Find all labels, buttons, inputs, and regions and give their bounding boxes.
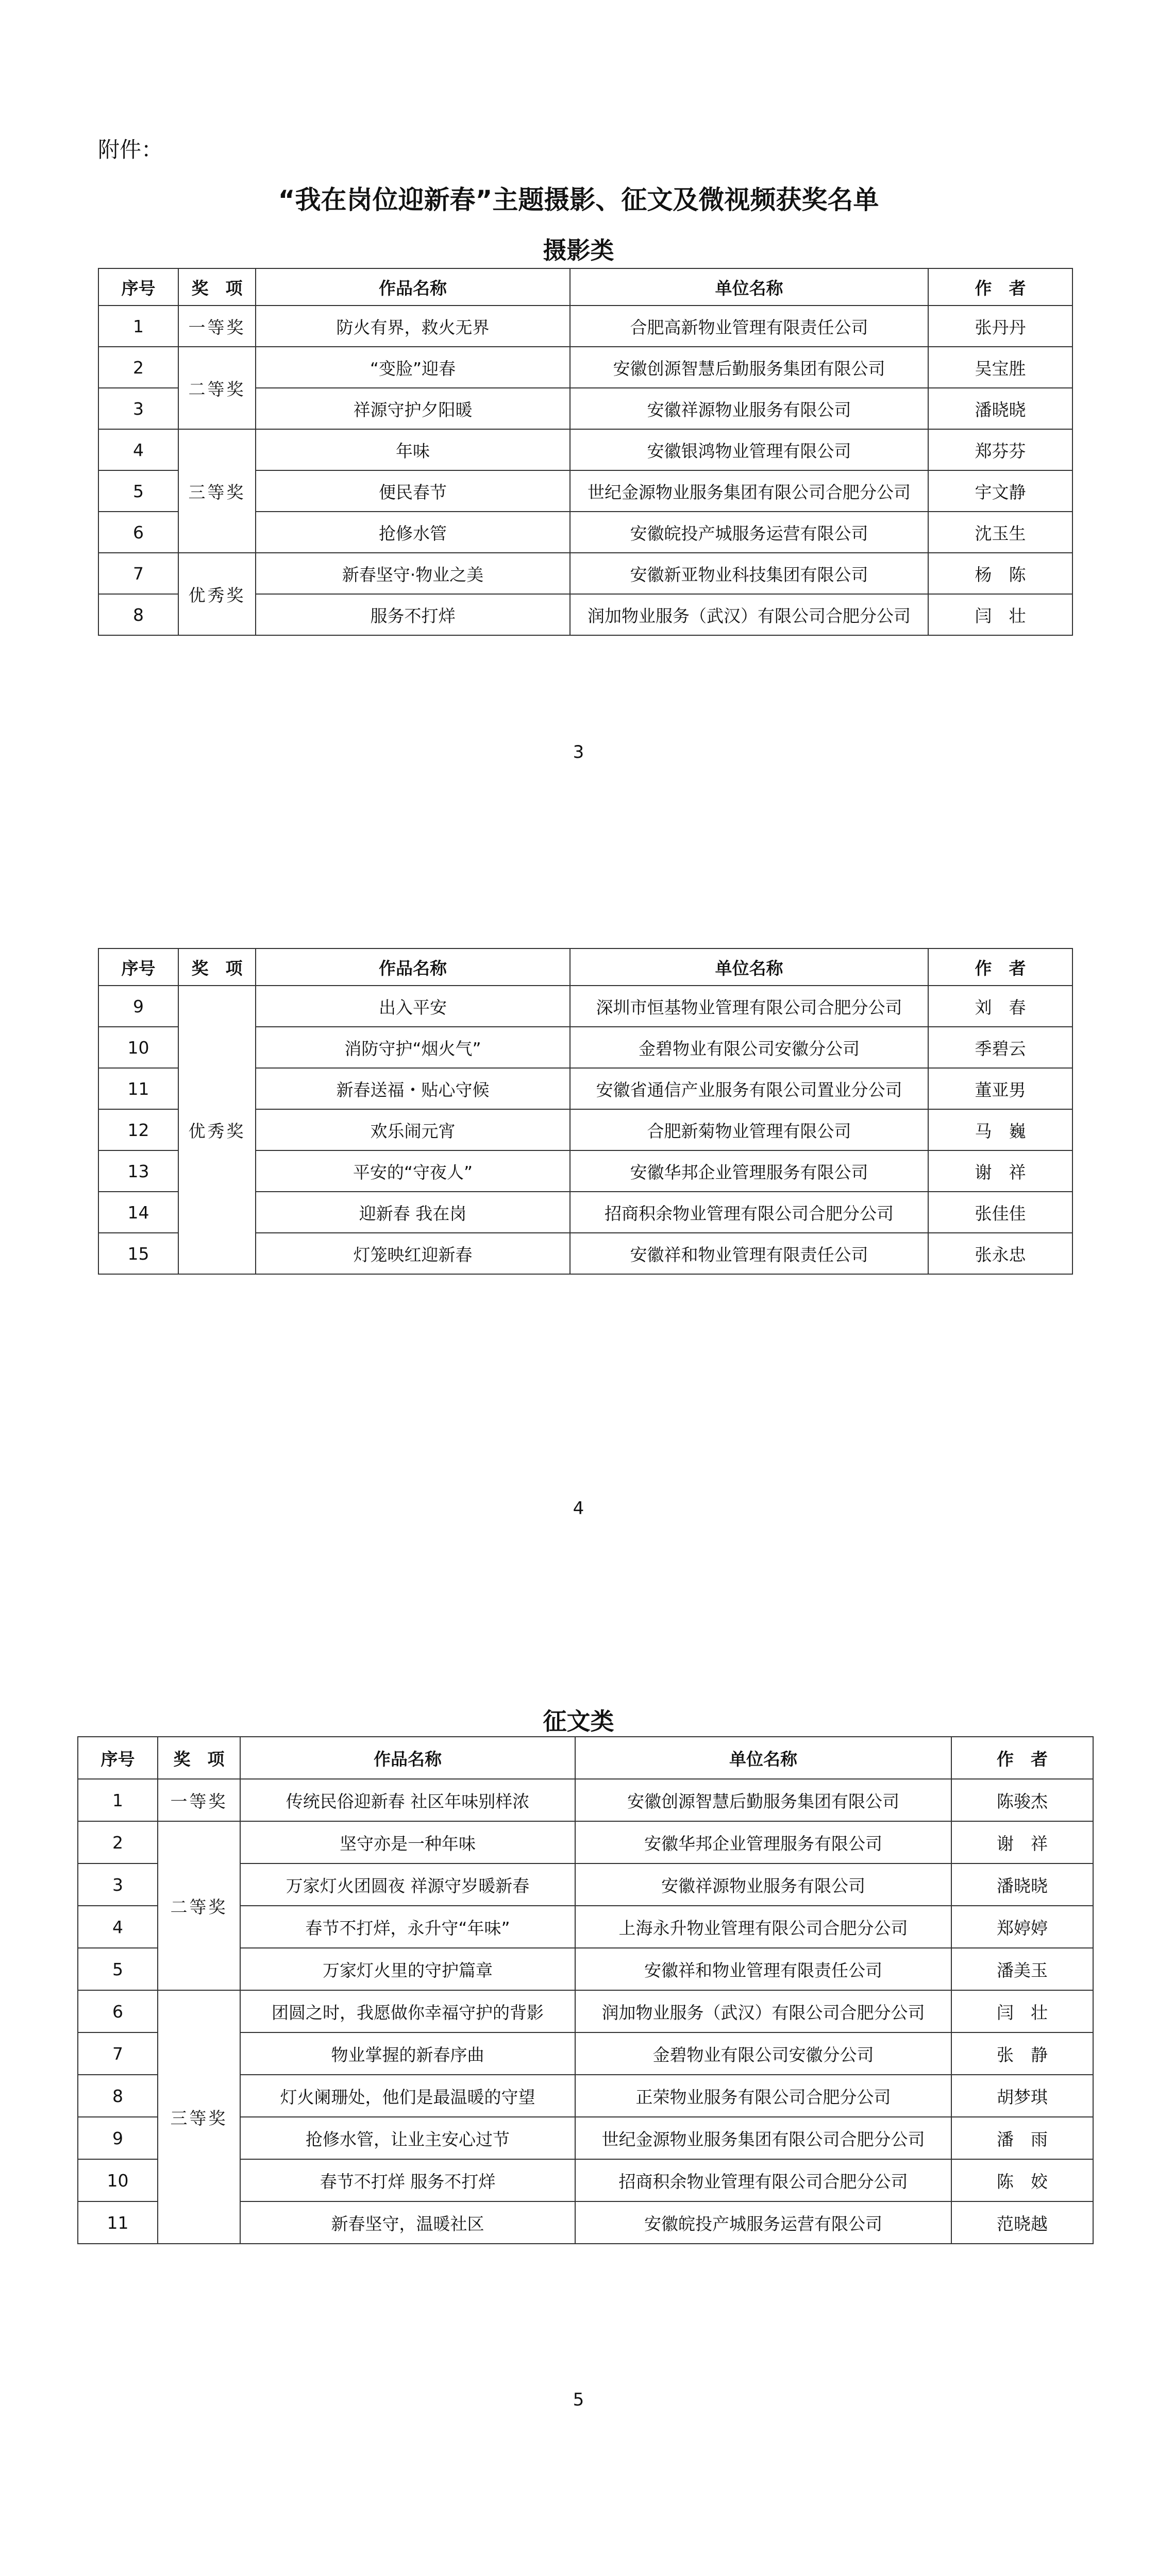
essay-section-title: 征文类 [543,1707,614,1735]
row-number: 7 [78,2032,158,2075]
photo-table [98,948,1073,1275]
award-level: 二等奖 [178,347,256,429]
photo-table-1 [98,268,1073,636]
table-row [78,1821,1093,1863]
header-unit: 单位名称 [570,948,928,986]
work-title: 新春坚守，温暖社区 [240,2201,575,2244]
unit-name: 安徽皖投产城服务运营有限公司 [570,512,928,553]
header-no: 序号 [98,268,178,306]
author-name: 张丹丹 [928,306,1072,347]
author-name: 谢 祥 [928,1150,1072,1192]
author-name: 潘美玉 [951,1948,1093,1990]
work-title: 春节不打烊，永升守“年味” [240,1906,575,1948]
work-title: 出入平安 [256,986,570,1027]
author-name: 闫 壮 [928,594,1072,635]
unit-name: 世纪金源物业服务集团有限公司合肥分公司 [575,2117,951,2159]
row-number: 14 [98,1192,178,1233]
author-name: 沈玉生 [928,512,1072,553]
author-name: 张永忠 [928,1233,1072,1274]
row-number: 7 [98,553,178,594]
author-name: 潘晓晓 [928,388,1072,429]
essay-table [77,1736,1094,2244]
table-row [98,986,1072,1027]
award-level: 一等奖 [158,1779,240,1821]
unit-name: 润加物业服务（武汉）有限公司合肥分公司 [575,1990,951,2032]
header-award: 奖 项 [178,268,256,306]
essay-table-1 [77,1736,1094,2244]
row-number: 8 [78,2075,158,2117]
author-name: 陈骏杰 [951,1779,1093,1821]
author-name: 郑婷婷 [951,1906,1093,1948]
work-title: 消防守护“烟火气” [256,1027,570,1068]
author-name: 宇文静 [928,470,1072,512]
unit-name: 安徽祥源物业服务有限公司 [570,388,928,429]
row-number: 1 [78,1779,158,1821]
row-number: 6 [98,512,178,553]
unit-name: 金碧物业有限公司安徽分公司 [570,1027,928,1068]
row-number: 11 [98,1068,178,1109]
header-award: 奖 项 [178,948,256,986]
header-author: 作 者 [951,1737,1093,1779]
row-number: 3 [78,1863,158,1906]
author-name: 吴宝胜 [928,347,1072,388]
header-row [98,268,1072,306]
unit-name: 招商积余物业管理有限公司合肥分公司 [570,1192,928,1233]
photo-table [98,268,1073,636]
award-level: 一等奖 [178,306,256,347]
unit-name: 安徽祥和物业管理有限责任公司 [575,1948,951,1990]
work-title: 便民春节 [256,470,570,512]
work-title: 春节不打烊 服务不打烊 [240,2159,575,2201]
row-number: 15 [98,1233,178,1274]
author-name: 陈 姣 [951,2159,1093,2201]
unit-name: 招商积余物业管理有限公司合肥分公司 [575,2159,951,2201]
author-name: 张 静 [951,2032,1093,2075]
row-number: 1 [98,306,178,347]
work-title: 物业掌握的新春序曲 [240,2032,575,2075]
work-title: 新春坚守·物业之美 [256,553,570,594]
author-name: 刘 春 [928,986,1072,1027]
unit-name: 安徽银鸿物业管理有限公司 [570,429,928,470]
row-number: 13 [98,1150,178,1192]
author-name: 闫 壮 [951,1990,1093,2032]
work-title: 祥源守护夕阳暖 [256,388,570,429]
author-name: 胡梦琪 [951,2075,1093,2117]
work-title: 迎新春 我在岗 [256,1192,570,1233]
author-name: 马 巍 [928,1109,1072,1150]
work-title: 新春送福・贴心守候 [256,1068,570,1109]
author-name: 郑芬芬 [928,429,1072,470]
author-name: 范晓越 [951,2201,1093,2244]
row-number: 5 [98,470,178,512]
row-number: 12 [98,1109,178,1150]
unit-name: 金碧物业有限公司安徽分公司 [575,2032,951,2075]
work-title: 传统民俗迎新春 社区年味别样浓 [240,1779,575,1821]
author-name: 张佳佳 [928,1192,1072,1233]
row-number: 6 [78,1990,158,2032]
work-title: 欢乐闹元宵 [256,1109,570,1150]
header-no: 序号 [98,948,178,986]
work-title: 抢修水管 [256,512,570,553]
unit-name: 安徽省通信产业服务有限公司置业分公司 [570,1068,928,1109]
author-name: 董亚男 [928,1068,1072,1109]
author-name: 潘晓晓 [951,1863,1093,1906]
row-number: 4 [98,429,178,470]
header-no: 序号 [78,1737,158,1779]
row-number: 2 [78,1821,158,1863]
unit-name: 深圳市恒基物业管理有限公司合肥分公司 [570,986,928,1027]
work-title: 服务不打烊 [256,594,570,635]
work-title: “变脸”迎春 [256,347,570,388]
page-number: 4 [573,1498,584,1519]
header-author: 作 者 [928,268,1072,306]
header-award: 奖 项 [158,1737,240,1779]
row-number: 5 [78,1948,158,1990]
work-title: 防火有界，救火无界 [256,306,570,347]
award-level: 二等奖 [158,1821,240,1990]
row-number: 10 [98,1027,178,1068]
header-row [98,948,1072,986]
unit-name: 合肥高新物业管理有限责任公司 [570,306,928,347]
row-number: 9 [98,986,178,1027]
row-number: 3 [98,388,178,429]
work-title: 团圆之时，我愿做你幸福守护的背影 [240,1990,575,2032]
award-level: 三等奖 [178,429,256,553]
table-row [98,553,1072,594]
photo-table-2 [98,948,1073,1275]
page-number: 5 [573,2389,584,2410]
table-row [98,429,1072,470]
header-unit: 单位名称 [570,268,928,306]
unit-name: 合肥新菊物业管理有限公司 [570,1109,928,1150]
unit-name: 安徽皖投产城服务运营有限公司 [575,2201,951,2244]
work-title: 抢修水管，让业主安心过节 [240,2117,575,2159]
header-unit: 单位名称 [575,1737,951,1779]
work-title: 万家灯火里的守护篇章 [240,1948,575,1990]
attachment-label: 附件： [98,137,163,162]
work-title: 灯笼映红迎新春 [256,1233,570,1274]
main-title: “我在岗位迎新春”主题摄影、征文及微视频获奖名单 [278,185,879,215]
row-number: 4 [78,1906,158,1948]
row-number: 10 [78,2159,158,2201]
header-work: 作品名称 [256,948,570,986]
author-name: 季碧云 [928,1027,1072,1068]
author-name: 杨 陈 [928,553,1072,594]
unit-name: 安徽创源智慧后勤服务集团有限公司 [575,1779,951,1821]
table-row [98,347,1072,388]
row-number: 11 [78,2201,158,2244]
work-title: 平安的“守夜人” [256,1150,570,1192]
row-number: 8 [98,594,178,635]
author-name: 谢 祥 [951,1821,1093,1863]
work-title: 年味 [256,429,570,470]
unit-name: 上海永升物业管理有限公司合肥分公司 [575,1906,951,1948]
unit-name: 润加物业服务（武汉）有限公司合肥分公司 [570,594,928,635]
work-title: 灯火阑珊处，他们是最温暖的守望 [240,2075,575,2117]
unit-name: 安徽创源智慧后勤服务集团有限公司 [570,347,928,388]
table-row [98,306,1072,347]
unit-name: 世纪金源物业服务集团有限公司合肥分公司 [570,470,928,512]
table-row [78,1990,1093,2032]
unit-name: 安徽华邦企业管理服务有限公司 [575,1821,951,1863]
unit-name: 安徽祥和物业管理有限责任公司 [570,1233,928,1274]
author-name: 潘 雨 [951,2117,1093,2159]
work-title: 坚守亦是一种年味 [240,1821,575,1863]
work-title: 万家灯火团圆夜 祥源守岁暖新春 [240,1863,575,1906]
award-level: 三等奖 [158,1990,240,2244]
table-row [78,1779,1093,1821]
header-author: 作 者 [928,948,1072,986]
unit-name: 安徽华邦企业管理服务有限公司 [570,1150,928,1192]
page-number: 3 [573,742,584,762]
header-work: 作品名称 [256,268,570,306]
row-number: 2 [98,347,178,388]
award-level: 优秀奖 [178,986,256,1274]
row-number: 9 [78,2117,158,2159]
header-work: 作品名称 [240,1737,575,1779]
unit-name: 正荣物业服务有限公司合肥分公司 [575,2075,951,2117]
unit-name: 安徽新亚物业科技集团有限公司 [570,553,928,594]
award-level: 优秀奖 [178,553,256,635]
photo-section-title: 摄影类 [543,236,614,264]
unit-name: 安徽祥源物业服务有限公司 [575,1863,951,1906]
header-row [78,1737,1093,1779]
